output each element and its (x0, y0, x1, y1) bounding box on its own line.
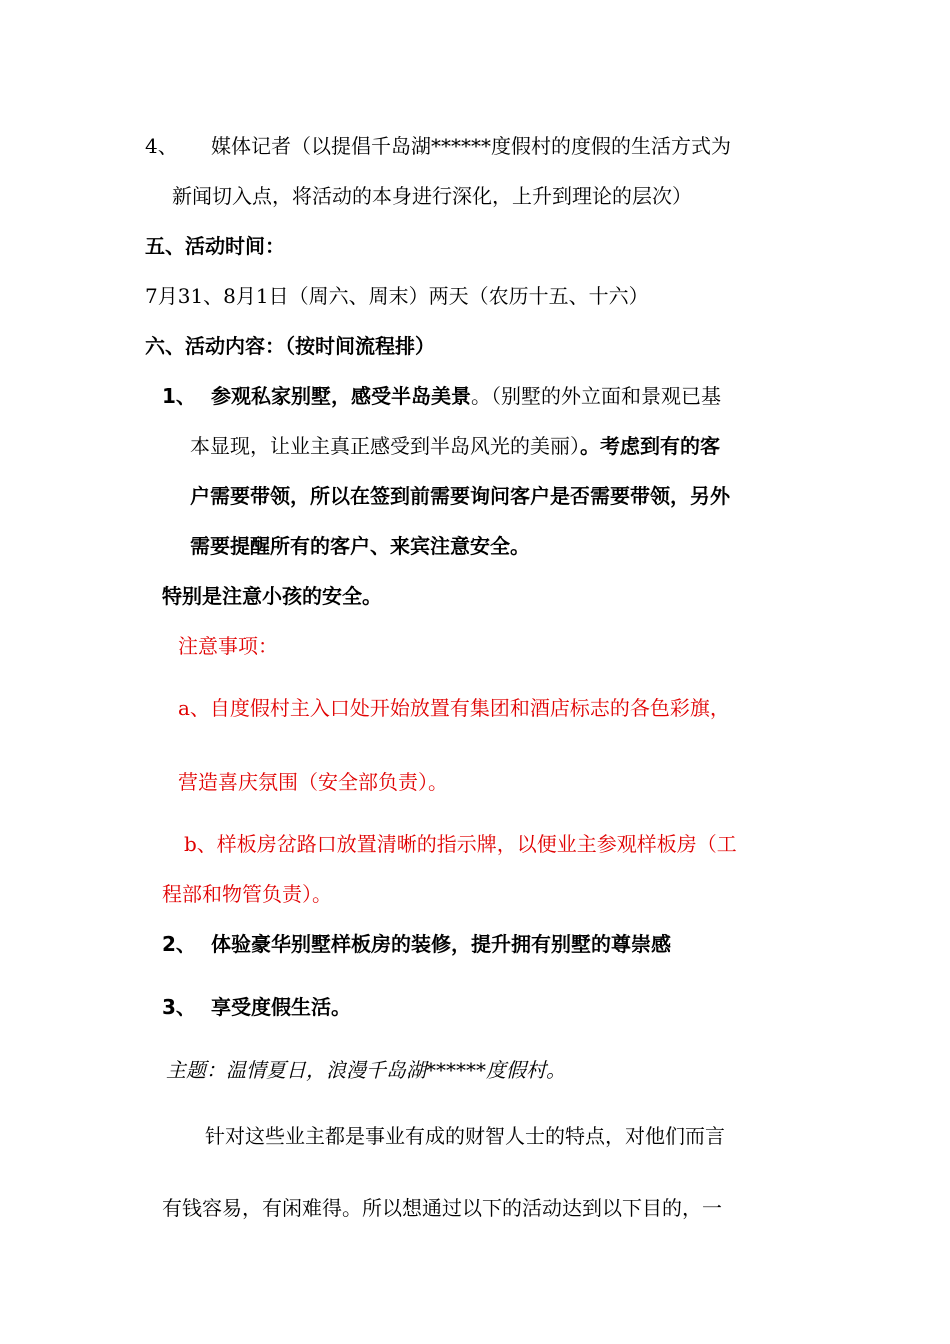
item1-line5: 特别是注意小孩的安全。 (162, 584, 382, 608)
item1-line2 (190, 432, 720, 460)
item1-line1 (211, 382, 721, 410)
item1-bold-a: 。考虑到有的客 (580, 434, 720, 458)
notes-heading: 注意事项： (178, 634, 278, 658)
para-line2: 有钱容易，有闲难得。所以想通过以下的活动达到以下目的，一 (162, 1196, 722, 1220)
item1-number: 1、 (162, 384, 196, 408)
section5-text: 7月31、8月1日（周六、周末）两天（农历十五、十六） (145, 284, 649, 308)
item3-text: 享受度假生活。 (211, 995, 351, 1019)
theme-text: 主题：温情夏日，浪漫千岛湖******度假村。 (166, 1058, 566, 1082)
section6-heading: 六、活动内容：（按时间流程排） (145, 334, 435, 358)
note-a-line1: a、自度假村主入口处开始放置有集团和酒店标志的各色彩旗， (178, 696, 730, 720)
note-b-line2: 程部和物管负责）。 (162, 882, 332, 906)
para-line1: 针对这些业主都是事业有成的财智人士的特点，对他们而言 (205, 1124, 725, 1148)
item2-number: 2、 (162, 932, 196, 956)
item1-title: 参观私家别墅，感受半岛美景 (211, 384, 471, 408)
item1-line3: 户需要带领，所以在签到前需要询问客户是否需要带领，另外 (190, 484, 730, 508)
item4-text: 媒体记者（以提倡千岛湖******度假村的度假的生活方式为 (211, 134, 731, 158)
note-b-line1: b、样板房岔路口放置清晰的指示牌，以便业主参观样板房（工 (184, 832, 737, 856)
item4-text-cont: 新闻切入点，将活动的本身进行深化，上升到理论的层次） (172, 184, 692, 208)
item1-text-b: 本显现，让业主真正感受到半岛风光的美丽） (190, 434, 580, 458)
item1-text-a: 。（别墅的外立面和景观已基 (471, 384, 721, 408)
item2-text: 体验豪华别墅样板房的装修，提升拥有别墅的尊崇感 (211, 932, 671, 956)
item3-number: 3、 (162, 995, 196, 1019)
section5-heading: 五、活动时间： (145, 234, 285, 258)
note-a-line2: 营造喜庆氛围（安全部负责）。 (178, 770, 448, 794)
item1-line4: 需要提醒所有的客户、来宾注意安全。 (190, 534, 530, 558)
item4-number: 4、 (145, 134, 178, 158)
